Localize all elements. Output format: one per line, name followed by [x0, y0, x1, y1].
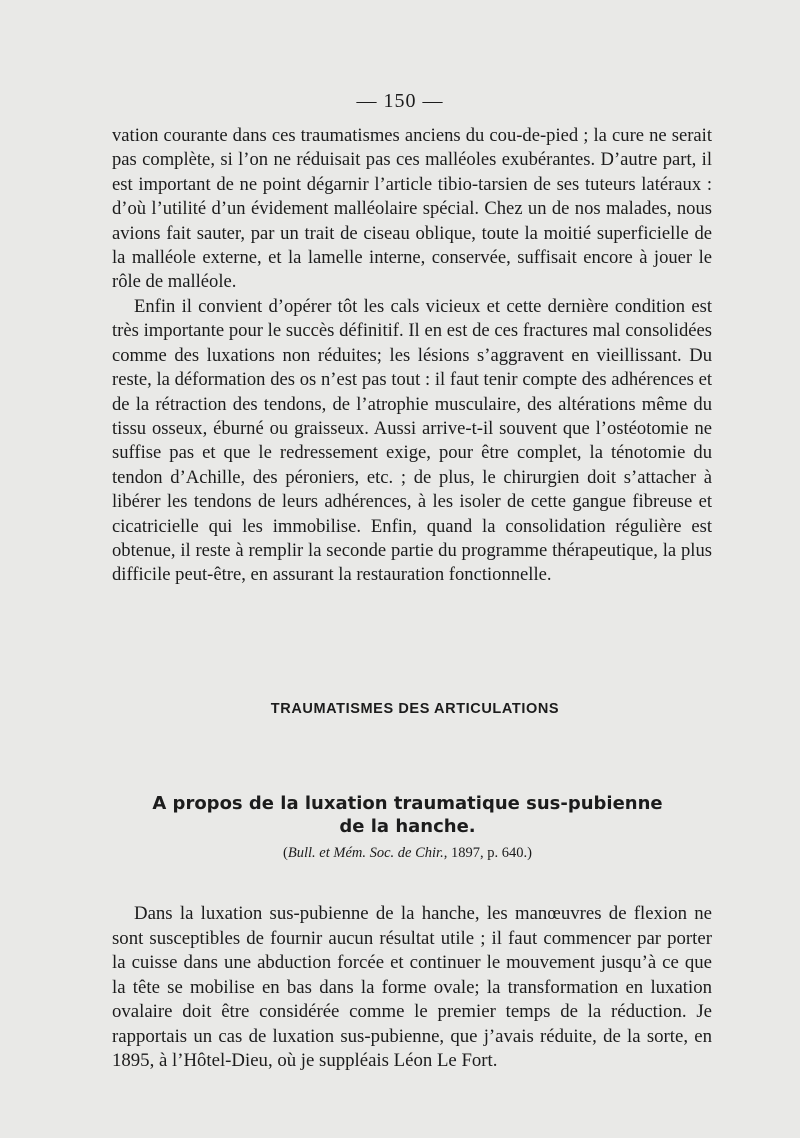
- article-title: [0, 792, 800, 838]
- article-citation: [0, 845, 800, 862]
- citation-open-paren: (: [283, 845, 288, 861]
- paragraph-continuation: vation courante dans ces traumatismes anciens du cou-de-pied ; la cure ne serait pas complète, si l’on ne réduisait pas ces malléoles exubérantes. D’autre part, il est important de ne point dégarnir l’article tibio-tarsien de ses tuteurs latéraux : d’où l’utilité d’un évidement malléolaire spécial. Chez un de nos malades, nous avions fait sauter, par un trait de ciseau oblique, toute la moitié superficielle de la malléole externe, et la lamelle interne, conservée, suffisait encore à jouer le rôle de malléole.: [112, 125, 712, 293]
- section-title: TRAUMATISMES DES ARTICULATIONS: [270, 701, 560, 717]
- paragraph-luxation: Dans la luxation sus-pubienne de la hanche, les manœuvres de flexion ne sont susceptibles de fournir aucun résultat utile ; il faut commencer par porter la cuisse dans une abduction forcée et continuer le mouvement jusqu’à ce que la tête se mobilise en bas dans la forme ovale; la transformation en luxation ovalaire doit être considérée comme le premier temps de la réduction. Je rapportais un cas de luxation sus-pubienne, que j’avais réduite, de la sorte, en 1895, à l’Hôtel-Dieu, où je suppléais Léon Le Fort.: [112, 903, 712, 1071]
- page-number: — 150 —: [356, 90, 444, 112]
- article-title-line-2: de la hanche.: [339, 816, 476, 837]
- citation-source: Bull. et Mém. Soc. de Chir.: [287, 845, 444, 861]
- paragraph-cals-vicieux: Enfin il convient d’opérer tôt les cals vicieux et cette dernière condition est très importante pour le succès définitif. Il en est de ces fractures mal consolidées comme des luxations non réduites; les lésions s’aggravent en vieillissant. Du reste, la déformation des os n’est pas tout : il faut tenir compte des adhérences et de la rétraction des tendons, de l’atrophie musculaire, des altérations même du tissu osseux, éburné ou graisseux. Aussi arrive-t-il souvent que l’ostéotomie ne suffise pas et que le redressement exige, pour être complet, la ténotomie du tendon d’Achille, des péroniers, etc. ; de plus, le chirurgien doit s’attacher à libérer les tendons de leurs adhérences, à les isoler de cette gangue fibreuse et cicatricielle qui les immobilise. Enfin, quand la consolidation régulière est obtenue, il reste à remplir la seconde partie du programme thérapeutique, la plus difficile peut-être, en assurant la restauration fonctionnelle.: [112, 296, 712, 586]
- article-title-line-1: A propos de la luxation traumatique sus-pubienne: [152, 793, 663, 814]
- citation-details: , 1897, p. 640.): [443, 845, 532, 861]
